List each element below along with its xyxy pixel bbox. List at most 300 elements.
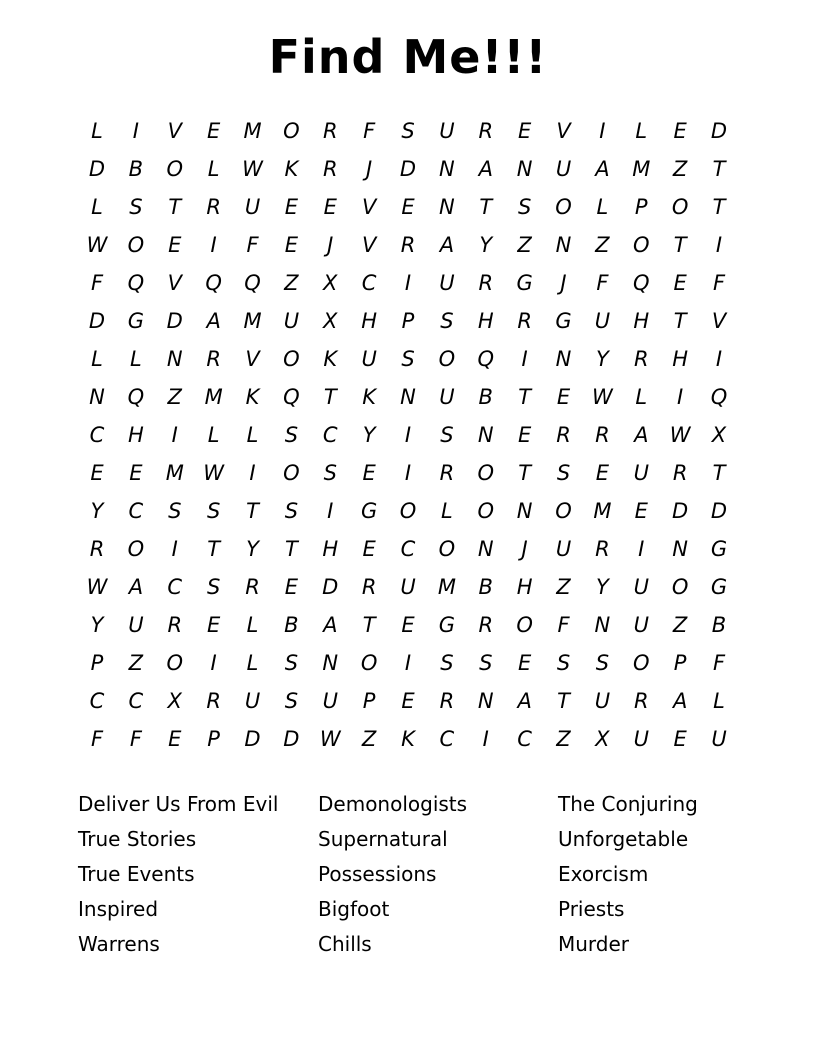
grid-cell[interactable]: N (594, 613, 611, 638)
grid-cell[interactable]: X (595, 727, 610, 752)
grid-cell[interactable]: I (210, 651, 217, 676)
grid-cell[interactable]: U (555, 537, 572, 562)
grid-cell[interactable]: R (672, 461, 688, 486)
grid-cell[interactable]: U (439, 271, 455, 296)
grid-cell[interactable]: E (362, 537, 376, 562)
grid-cell[interactable]: V (245, 347, 260, 372)
grid-cell[interactable]: E (90, 461, 104, 486)
grid-cell[interactable]: Q (477, 347, 495, 372)
grid-cell[interactable]: Y (479, 233, 493, 258)
grid-cell[interactable]: I (521, 347, 528, 372)
grid-cell[interactable]: B (128, 157, 144, 182)
grid-cell[interactable]: S (401, 119, 415, 144)
grid-cell[interactable]: B (284, 613, 299, 638)
grid-cell[interactable]: M (204, 385, 223, 410)
grid-cell[interactable]: G (360, 499, 378, 524)
grid-cell[interactable]: P (673, 651, 687, 676)
grid-cell[interactable]: W (203, 461, 224, 486)
grid-cell[interactable]: S (440, 309, 454, 334)
grid-cell[interactable]: R (206, 347, 221, 372)
grid-cell[interactable]: U (361, 347, 377, 372)
grid-cell[interactable]: N (166, 347, 183, 372)
grid-cell[interactable]: K (284, 157, 299, 182)
grid-cell[interactable]: X (711, 423, 727, 448)
grid-cell[interactable]: I (715, 233, 723, 258)
grid-cell[interactable]: N (439, 195, 455, 220)
grid-cell[interactable]: O (166, 651, 184, 676)
grid-cell[interactable]: O (399, 499, 417, 524)
grid-cell[interactable]: V (361, 233, 377, 258)
grid-cell[interactable]: U (594, 689, 611, 714)
grid-cell[interactable]: P (634, 195, 648, 220)
grid-cell[interactable]: E (556, 385, 571, 410)
grid-cell[interactable]: O (632, 233, 650, 258)
grid-cell[interactable]: E (595, 461, 610, 486)
grid-cell[interactable]: V (167, 119, 182, 144)
grid-cell[interactable]: S (129, 195, 143, 220)
grid-cell[interactable]: N (477, 423, 494, 448)
grid-cell[interactable]: J (327, 233, 334, 258)
grid-cell[interactable]: B (478, 385, 493, 410)
grid-cell[interactable]: A (128, 575, 144, 600)
grid-cell[interactable]: D (88, 309, 106, 334)
grid-cell[interactable]: R (556, 423, 571, 448)
grid-cell[interactable]: I (171, 537, 178, 562)
grid-cell[interactable]: K (401, 727, 415, 752)
grid-cell[interactable]: O (477, 499, 495, 524)
grid-cell[interactable]: F (90, 271, 104, 296)
grid-cell[interactable]: E (168, 727, 182, 752)
grid-cell[interactable]: N (672, 537, 688, 562)
grid-cell[interactable]: Y (362, 423, 376, 448)
grid-cell[interactable]: U (633, 727, 649, 752)
grid-cell[interactable]: J (560, 271, 567, 296)
grid-cell[interactable]: F (557, 613, 570, 638)
grid-cell[interactable]: C (128, 499, 144, 524)
grid-cell[interactable]: E (129, 461, 143, 486)
grid-cell[interactable]: T (712, 195, 726, 220)
grid-cell[interactable]: W (319, 727, 341, 752)
grid-cell[interactable]: F (712, 651, 726, 676)
grid-cell[interactable]: P (362, 689, 376, 714)
grid-cell[interactable]: O (360, 651, 378, 676)
grid-cell[interactable]: Z (595, 233, 610, 258)
grid-cell[interactable]: E (168, 233, 182, 258)
grid-cell[interactable]: L (635, 119, 648, 144)
grid-cell[interactable]: T (712, 157, 726, 182)
grid-cell[interactable]: S (401, 347, 415, 372)
word-list-item[interactable]: Unforgetable (558, 826, 689, 851)
grid-cell[interactable]: Q (127, 385, 145, 410)
grid-cell[interactable]: Z (672, 613, 688, 638)
grid-cell[interactable]: D (244, 727, 261, 752)
grid-cell[interactable]: D (672, 499, 689, 524)
grid-cell[interactable]: E (284, 575, 299, 600)
grid-cell[interactable]: L (635, 385, 648, 410)
grid-cell[interactable]: E (517, 651, 532, 676)
grid-cell[interactable]: R (439, 689, 455, 714)
grid-cell[interactable]: P (207, 727, 220, 752)
grid-cell[interactable]: O (516, 613, 533, 638)
grid-cell[interactable]: E (401, 689, 415, 714)
grid-cell[interactable]: R (478, 119, 494, 144)
grid-cell[interactable]: E (401, 195, 415, 220)
word-list-item[interactable]: Demonologists (318, 791, 468, 816)
grid-cell[interactable]: O (283, 119, 300, 144)
grid-cell[interactable]: L (91, 347, 103, 372)
grid-cell[interactable]: S (284, 651, 299, 676)
grid-cell[interactable]: U (633, 461, 649, 486)
grid-cell[interactable]: V (167, 271, 182, 296)
grid-cell[interactable]: C (128, 689, 144, 714)
grid-cell[interactable]: Z (672, 157, 688, 182)
grid-cell[interactable]: U (322, 689, 338, 714)
grid-cell[interactable]: L (207, 423, 220, 448)
grid-cell[interactable]: N (516, 499, 533, 524)
grid-cell[interactable]: A (634, 423, 649, 448)
grid-cell[interactable]: S (595, 651, 610, 676)
grid-cell[interactable]: L (713, 689, 725, 714)
grid-cell[interactable]: D (283, 727, 300, 752)
word-list-item[interactable]: Priests (558, 896, 625, 921)
grid-cell[interactable]: J (366, 157, 373, 182)
grid-cell[interactable]: R (245, 575, 260, 600)
grid-cell[interactable]: A (595, 157, 610, 182)
grid-cell[interactable]: L (207, 157, 220, 182)
grid-cell[interactable]: R (517, 309, 532, 334)
grid-cell[interactable]: D (399, 157, 417, 182)
grid-cell[interactable]: T (323, 385, 337, 410)
grid-cell[interactable]: I (404, 271, 412, 296)
grid-cell[interactable]: O (283, 461, 300, 486)
grid-cell[interactable]: E (673, 119, 687, 144)
grid-cell[interactable]: Z (556, 575, 571, 600)
grid-cell[interactable]: I (171, 423, 178, 448)
grid-cell[interactable]: I (327, 499, 334, 524)
grid-cell[interactable]: U (244, 195, 261, 220)
grid-cell[interactable]: A (672, 689, 688, 714)
grid-cell[interactable]: O (127, 537, 145, 562)
grid-cell[interactable]: C (89, 423, 105, 448)
grid-cell[interactable]: M (243, 309, 262, 334)
grid-cell[interactable]: U (555, 157, 572, 182)
grid-cell[interactable]: R (206, 195, 221, 220)
grid-cell[interactable]: L (91, 119, 103, 144)
grid-cell[interactable]: S (284, 689, 299, 714)
grid-cell[interactable]: Q (283, 385, 300, 410)
grid-cell[interactable]: W (242, 157, 263, 182)
grid-cell[interactable]: Z (517, 233, 532, 258)
grid-cell[interactable]: R (400, 233, 416, 258)
grid-cell[interactable]: I (249, 461, 256, 486)
grid-cell[interactable]: L (130, 347, 142, 372)
word-list-item[interactable]: The Conjuring (558, 791, 698, 816)
grid-cell[interactable]: U (244, 689, 261, 714)
grid-cell[interactable]: G (438, 613, 456, 638)
grid-cell[interactable]: P (90, 651, 104, 676)
grid-cell[interactable]: H (127, 423, 144, 448)
grid-cell[interactable]: M (243, 119, 262, 144)
word-list-item[interactable]: Inspired (78, 896, 159, 921)
grid-cell[interactable]: R (439, 461, 455, 486)
grid-cell[interactable]: H (633, 309, 650, 334)
grid-cell[interactable]: R (633, 689, 649, 714)
grid-cell[interactable]: C (517, 727, 532, 752)
word-list-item[interactable]: True Events (78, 861, 195, 886)
grid-cell[interactable]: U (128, 613, 144, 638)
grid-cell[interactable]: T (246, 499, 259, 524)
grid-cell[interactable]: Q (632, 271, 650, 296)
grid-cell[interactable]: F (712, 271, 726, 296)
grid-cell[interactable]: U (439, 385, 455, 410)
grid-cell[interactable]: C (322, 423, 338, 448)
grid-cell[interactable]: N (477, 689, 494, 714)
grid-cell[interactable]: E (362, 461, 376, 486)
grid-cell[interactable]: Z (361, 727, 377, 752)
grid-cell[interactable]: I (404, 651, 412, 676)
grid-cell[interactable]: Q (127, 271, 145, 296)
grid-cell[interactable]: A (206, 309, 221, 334)
grid-cell[interactable]: S (284, 499, 299, 524)
grid-cell[interactable]: H (672, 347, 689, 372)
grid-cell[interactable]: R (595, 537, 610, 562)
grid-cell[interactable]: E (323, 195, 337, 220)
word-list-item[interactable]: Chills (318, 931, 372, 956)
grid-cell[interactable]: Q (205, 271, 222, 296)
grid-cell[interactable]: F (363, 119, 376, 144)
grid-cell[interactable]: B (478, 575, 493, 600)
grid-cell[interactable]: I (404, 461, 412, 486)
grid-cell[interactable]: L (246, 423, 259, 448)
grid-cell[interactable]: S (168, 499, 182, 524)
grid-cell[interactable]: E (284, 195, 299, 220)
grid-cell[interactable]: Q (710, 385, 728, 410)
grid-cell[interactable]: R (478, 271, 494, 296)
grid-cell[interactable]: U (594, 309, 611, 334)
grid-cell[interactable]: B (711, 613, 727, 638)
grid-cell[interactable]: L (596, 195, 609, 220)
grid-cell[interactable]: O (477, 461, 495, 486)
grid-cell[interactable]: G (555, 309, 572, 334)
grid-cell[interactable]: T (712, 461, 726, 486)
grid-cell[interactable]: S (206, 575, 221, 600)
grid-cell[interactable]: G (516, 271, 533, 296)
grid-cell[interactable]: H (477, 309, 494, 334)
grid-cell[interactable]: L (246, 651, 259, 676)
grid-cell[interactable]: T (673, 233, 687, 258)
grid-cell[interactable]: Y (595, 347, 609, 372)
grid-cell[interactable]: D (322, 575, 339, 600)
grid-cell[interactable]: N (555, 233, 572, 258)
grid-cell[interactable]: J (521, 537, 528, 562)
grid-cell[interactable]: R (322, 157, 338, 182)
grid-cell[interactable]: C (439, 727, 455, 752)
grid-cell[interactable]: Q (244, 271, 261, 296)
grid-cell[interactable]: T (362, 613, 376, 638)
grid-cell[interactable]: C (167, 575, 183, 600)
grid-cell[interactable]: R (595, 423, 610, 448)
grid-cell[interactable]: K (323, 347, 338, 372)
grid-cell[interactable]: E (673, 727, 687, 752)
grid-cell[interactable]: A (439, 233, 455, 258)
grid-cell[interactable]: I (482, 727, 489, 752)
grid-cell[interactable]: Z (128, 651, 144, 676)
grid-cell[interactable]: K (245, 385, 260, 410)
grid-cell[interactable]: T (207, 537, 221, 562)
grid-cell[interactable]: E (206, 119, 221, 144)
word-list-item[interactable]: Possessions (318, 861, 437, 886)
grid-cell[interactable]: Y (90, 499, 104, 524)
grid-cell[interactable]: R (167, 613, 183, 638)
grid-cell[interactable]: Y (246, 537, 259, 562)
grid-cell[interactable]: G (710, 537, 728, 562)
grid-cell[interactable]: C (400, 537, 416, 562)
grid-cell[interactable]: N (516, 157, 533, 182)
grid-cell[interactable]: M (593, 499, 612, 524)
grid-cell[interactable]: A (323, 613, 338, 638)
grid-cell[interactable]: G (710, 575, 728, 600)
grid-cell[interactable]: V (556, 119, 571, 144)
grid-cell[interactable]: N (400, 385, 416, 410)
grid-cell[interactable]: O (555, 195, 572, 220)
grid-cell[interactable]: U (633, 613, 649, 638)
grid-cell[interactable]: O (671, 575, 689, 600)
grid-cell[interactable]: X (167, 689, 182, 714)
grid-cell[interactable]: O (671, 195, 689, 220)
grid-cell[interactable]: C (361, 271, 377, 296)
grid-cell[interactable]: D (88, 157, 106, 182)
grid-cell[interactable]: O (438, 537, 456, 562)
grid-cell[interactable]: H (516, 575, 533, 600)
grid-cell[interactable]: M (437, 575, 456, 600)
grid-cell[interactable]: M (165, 461, 184, 486)
grid-cell[interactable]: Z (167, 385, 182, 410)
grid-cell[interactable]: E (401, 613, 415, 638)
grid-cell[interactable]: Y (595, 575, 609, 600)
word-list-item[interactable]: Warrens (78, 931, 160, 956)
grid-cell[interactable]: Z (284, 271, 299, 296)
grid-cell[interactable]: E (517, 119, 532, 144)
grid-cell[interactable]: U (711, 727, 727, 752)
grid-cell[interactable]: E (284, 233, 299, 258)
grid-cell[interactable]: O (555, 499, 572, 524)
grid-cell[interactable]: S (556, 461, 571, 486)
grid-cell[interactable]: E (634, 499, 648, 524)
grid-cell[interactable]: N (555, 347, 572, 372)
grid-cell[interactable]: S (517, 195, 532, 220)
grid-cell[interactable]: S (284, 423, 299, 448)
grid-cell[interactable]: U (283, 309, 300, 334)
grid-cell[interactable]: T (518, 461, 532, 486)
grid-cell[interactable]: D (710, 119, 728, 144)
grid-cell[interactable]: R (89, 537, 105, 562)
grid-cell[interactable]: N (439, 157, 455, 182)
grid-cell[interactable]: V (711, 309, 727, 334)
word-list-item[interactable]: Murder (558, 931, 630, 956)
grid-cell[interactable]: R (322, 119, 338, 144)
word-list-item[interactable]: Bigfoot (318, 896, 390, 921)
word-list-item[interactable]: Exorcism (558, 861, 649, 886)
grid-cell[interactable]: T (557, 689, 570, 714)
grid-cell[interactable]: Y (90, 613, 104, 638)
grid-cell[interactable]: S (440, 423, 454, 448)
grid-cell[interactable]: X (323, 309, 338, 334)
grid-cell[interactable]: T (673, 309, 687, 334)
grid-cell[interactable]: O (438, 347, 456, 372)
grid-cell[interactable]: P (401, 309, 415, 334)
grid-cell[interactable]: T (518, 385, 532, 410)
grid-cell[interactable]: N (322, 651, 339, 676)
grid-cell[interactable]: E (206, 613, 221, 638)
grid-cell[interactable]: F (596, 271, 609, 296)
grid-cell[interactable]: S (323, 461, 337, 486)
grid-cell[interactable]: F (90, 727, 104, 752)
grid-cell[interactable]: U (400, 575, 416, 600)
grid-cell[interactable]: R (361, 575, 377, 600)
grid-cell[interactable]: T (479, 195, 493, 220)
grid-cell[interactable]: I (677, 385, 684, 410)
grid-cell[interactable]: R (478, 613, 494, 638)
grid-cell[interactable]: O (166, 157, 184, 182)
grid-cell[interactable]: V (361, 195, 377, 220)
grid-cell[interactable]: W (591, 385, 613, 410)
grid-cell[interactable]: I (638, 537, 645, 562)
grid-cell[interactable]: I (599, 119, 606, 144)
grid-cell[interactable]: R (633, 347, 649, 372)
grid-cell[interactable]: H (361, 309, 378, 334)
grid-cell[interactable]: R (206, 689, 221, 714)
grid-cell[interactable]: W (86, 575, 108, 600)
grid-cell[interactable]: O (283, 347, 300, 372)
grid-cell[interactable]: S (440, 651, 454, 676)
grid-cell[interactable]: F (246, 233, 259, 258)
word-list-item[interactable]: Supernatural (318, 826, 448, 851)
grid-cell[interactable]: U (439, 119, 455, 144)
grid-cell[interactable]: S (479, 651, 493, 676)
grid-cell[interactable]: I (210, 233, 217, 258)
grid-cell[interactable]: D (166, 309, 183, 334)
grid-cell[interactable]: Z (556, 727, 571, 752)
word-list-item[interactable]: Deliver Us From Evil (78, 791, 279, 816)
word-list-item[interactable]: True Stories (78, 826, 197, 851)
grid-cell[interactable]: E (673, 271, 687, 296)
grid-cell[interactable]: T (168, 195, 182, 220)
grid-cell[interactable]: O (127, 233, 145, 258)
grid-cell[interactable]: I (132, 119, 139, 144)
grid-cell[interactable]: S (556, 651, 571, 676)
grid-cell[interactable]: I (404, 423, 412, 448)
grid-cell[interactable]: W (86, 233, 108, 258)
grid-cell[interactable]: W (669, 423, 691, 448)
grid-cell[interactable]: O (632, 651, 650, 676)
grid-cell[interactable]: D (710, 499, 728, 524)
grid-cell[interactable]: N (89, 385, 105, 410)
grid-cell[interactable]: L (91, 195, 103, 220)
grid-cell[interactable]: S (206, 499, 221, 524)
grid-cell[interactable]: X (323, 271, 338, 296)
grid-cell[interactable]: L (441, 499, 453, 524)
grid-cell[interactable]: F (129, 727, 142, 752)
grid-cell[interactable]: E (517, 423, 532, 448)
grid-cell[interactable]: A (478, 157, 493, 182)
grid-cell[interactable]: M (632, 157, 651, 182)
grid-cell[interactable]: I (715, 347, 723, 372)
grid-cell[interactable]: C (89, 689, 105, 714)
grid-cell[interactable]: G (127, 309, 145, 334)
grid-cell[interactable]: L (246, 613, 259, 638)
grid-cell[interactable]: H (322, 537, 339, 562)
grid-cell[interactable]: U (633, 575, 649, 600)
